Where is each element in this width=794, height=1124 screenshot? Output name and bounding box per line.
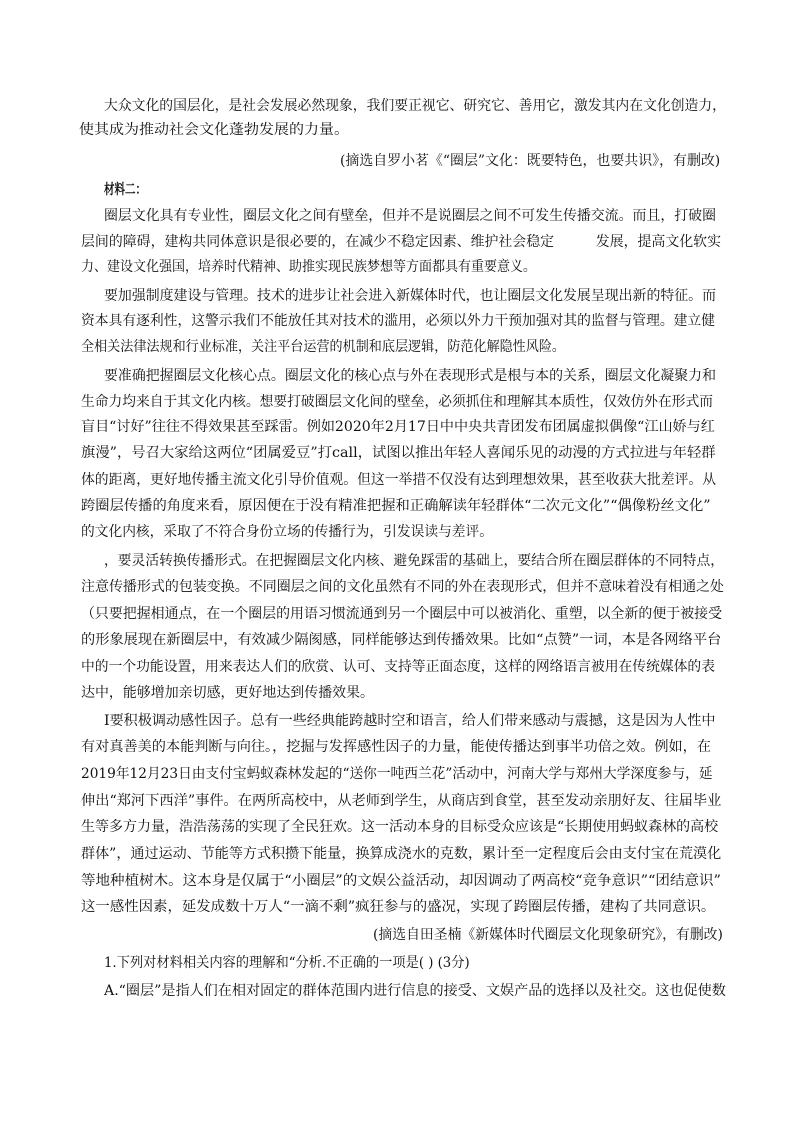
material2-source: (摘选自田圣楠《新媒体时代圈层文化现象研究》，有删改) <box>373 927 723 943</box>
intro-line: 使其成为推动社会文化蓬勃发展的力量。 <box>79 122 349 138</box>
body-line: 层间的障碍，建构共同体意识是很必要的，在减少不稳定因素、维护社会稳定 发展，提高文化软实 <box>81 234 721 250</box>
body-line: 群体”，通过运动、节能等方式积攒下能量，换算成浇水的克数，累计至一定程度后会由支付宝在荒漠化 <box>81 846 722 862</box>
material2-heading: 材料二： <box>104 182 146 198</box>
body-line: 体的距离，更好地传播主流文化引导价值观。但这一举措不仅没有达到理想效果，甚至收获大批差评。从 <box>81 472 716 488</box>
body-line: 注意传播形式的包装变换。不同圈层之间的文化虽然有不同的外在表现形式，但并不意味着没有相通之处 <box>81 579 724 595</box>
body-line: 力、建设文化强国，培养时代精神、助推实现民族梦想等方面都具有重要意义。 <box>81 259 536 275</box>
body-line: ，要灵活转换传播形式。在把握圈层文化内核、避免踩雷的基础上，要结合所在圈层群体的不同特点， <box>104 553 724 569</box>
body-line: 的文化内核，采取了不符合身份立场的传播行为，引发误读与差评。 <box>81 524 493 540</box>
body-line: 圈层文化具有专业性，圈层文化之间有壁垒，但并不是说圈层之间不可发生传播交流。而且，打破圈 <box>104 208 716 224</box>
body-line: 2019年12月23日由支付宝蚂蚁森林发起的“送你一吨西兰花”活动中，河南大学与郑州大学深度参与，延 <box>81 766 713 782</box>
body-line: 达中，能够增加亲切感，更好地达到传播效果。 <box>81 685 374 701</box>
question-1-stem: 1.下列对材料相关内容的理解和“分析.不正确的一项是( ) (3分) <box>104 955 470 971</box>
body-line: 生等多方力量，浩浩荡荡的实现了全民狂欢。这一活动本身的目标受众应该是“长期使用蚂蚁森林的高校 <box>81 819 719 835</box>
body-line: 要准确把握圈层文化核心点。圈层文化的核心点与外在表现形式是根与本的关系，圈层文化凝聚力和 <box>104 368 716 384</box>
body-line: 等地种植树木。这本身是仅属于“小圈层”的文娱公益活动，却因调动了两高校“竞争意识”“团结意识” <box>81 873 721 889</box>
body-line: 伸出“郑河下西洋”事件。在两所高校中，从老师到学生，从商店到食堂，甚至发动亲朋好友、往届毕业 <box>81 793 722 809</box>
body-line: 资本具有逐利性，这警示我们不能放任其对技术的滥用，必须以外力干预加强对其的监督与管理。建立健 <box>81 313 715 329</box>
intro-source: (摘选自罗小茗《“圈层”文化：既要特色，也要共识》，有删改) <box>340 153 721 169</box>
body-line: 全相关法律法规和行业标准，关注平台运营的机制和底层逻辑，防范化解隐性风险。 <box>81 339 565 355</box>
body-line: 要加强制度建设与管理。技术的进步让社会进入新媒体时代，也让圈层文化发展呈现出新的特征。而 <box>104 288 716 304</box>
body-line: 这一感性因素，延发成数十万人“一滴不剩”疯狂参与的盛况，实现了跨圈层传播，建构了共同意识。 <box>81 899 716 915</box>
body-line: 有对真善美的本能判断与向往。，挖掘与发挥感性因子的力量，能使传播达到事半功倍之效。例如，在 <box>81 739 711 755</box>
body-line: 生命力均来自于其文化内核。想要打破圈层文化间的壁垒，必须抓住和理解其本质性，仅效仿外在形式而 <box>81 394 713 410</box>
intro-line: 大众文化的国层化，是社会发展必然现象，我们要正视它、研究它、善用它，激发其内在文化创造力， <box>104 98 726 114</box>
body-line: 中的一个功能设置，用来表达人们的欣赏、认可、支持等正面态度，这样的网络语言被用在传统媒体的表 <box>81 659 715 675</box>
body-line: （只要把握相通点，在一个圈层的用语习惯流通到另一个圈层中可以被消化、重塑，以全新的便于被接受 <box>81 606 722 622</box>
body-line: I要积极调动感性因子。总有一些经典能跨越时空和语言，给人们带来感动与震撼，这是因为人性中 <box>104 713 716 729</box>
body-line: 跨圈层传播的角度来看，原因便在于没有精准把握和正确解读年轻群体“二次元文化”“偶像粉丝文化” <box>81 498 711 514</box>
body-line: 旗漫”，号召大家给这两位“团属爱豆”打call，试图以推出年轻人喜闻乐见的动漫的方式拉进与年轻群 <box>81 445 716 461</box>
question-1-option-a: A.“圈层”是指人们在相对固定的群体范围内进行信息的接受、文娱产品的选择以及社交。这也促使数 <box>104 983 726 999</box>
body-line: 盲目“讨好”往往不得效果甚至踩雷。例如2020年2月17日中中央共青团发布团属虚拟偶像“江山娇与红 <box>81 419 715 435</box>
body-line: 的形象展现在新圈层中，有效减少隔阂感，同样能够达到传播效果。比如“点赞”一词，本是各网络平台 <box>81 632 722 648</box>
